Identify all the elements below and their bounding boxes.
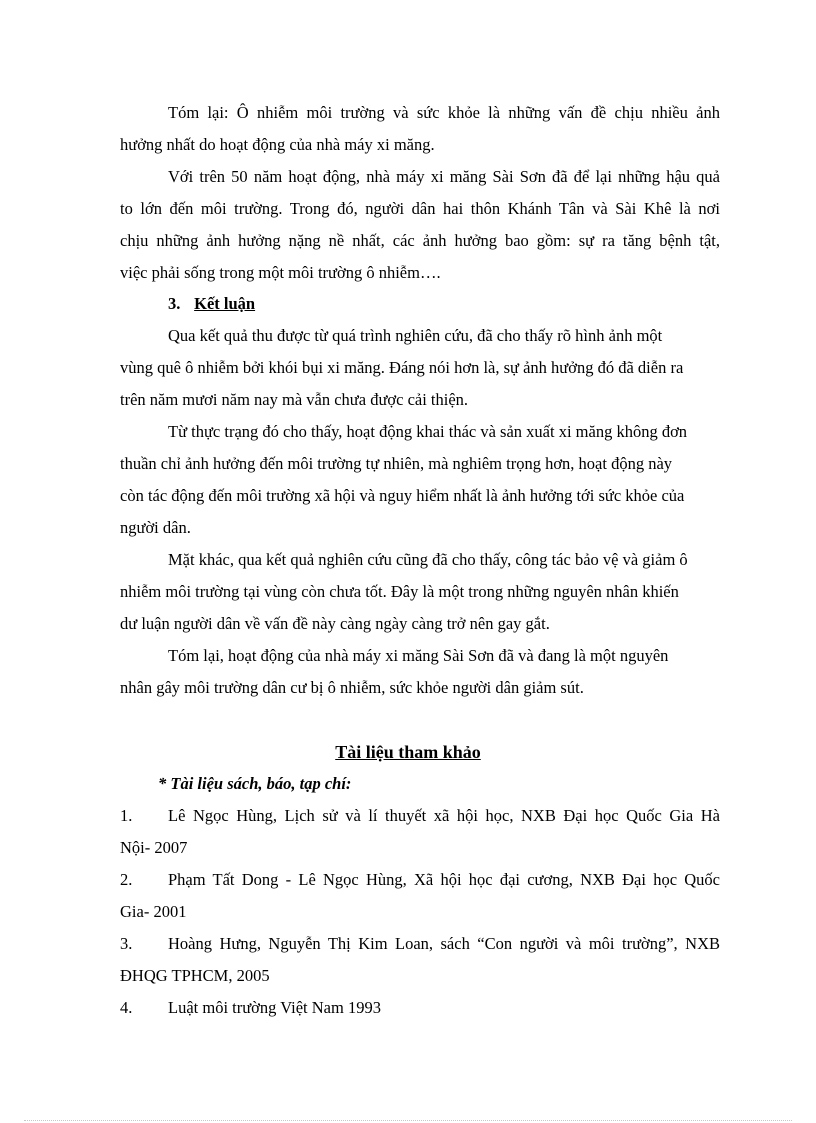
paragraph-protection-line-2: nhiễm môi trường tại vùng còn chưa tốt. Đây là một trong những nguyên nhân khiến (120, 582, 679, 601)
section-number: 3. (168, 294, 181, 313)
reference-number: 3. (120, 934, 133, 953)
paragraph-history-line-4: việc phải sống trong một môi trường ô nhiễm…. (120, 263, 441, 282)
section-heading (168, 293, 720, 315)
reference-number: 4. (120, 998, 133, 1017)
paragraph-history-line-3: chịu những ảnh hưởng nặng nề nhất, các ảnh hưởng bao gồm: sự ra tăng bệnh tật, (120, 231, 720, 250)
paragraph-summary-line-2: hưởng nhất do hoạt động của nhà máy xi măng. (120, 135, 435, 154)
paragraph-conclusion-line-2: vùng quê ô nhiễm bởi khói bụi xi măng. Đáng nói hơn là, sự ảnh hưởng đó đã diễn ra (120, 358, 684, 377)
references-title: Tài liệu tham khảo (335, 742, 481, 762)
paragraph-reality-line-1: Từ thực trạng đó cho thấy, hoạt động khai thác và sản xuất xi măng không đơn (168, 422, 688, 441)
paragraph-final-line-2: nhân gây môi trường dân cư bị ô nhiễm, sức khỏe người dân giảm sút. (120, 678, 584, 697)
reference-item-2-line-1: Phạm Tất Dong - Lê Ngọc Hùng, Xã hội học đại cương, NXB Đại học Quốc (168, 870, 720, 889)
paragraph-reality-line-2: thuần chỉ ảnh hưởng đến môi trường tự nhiên, mà nghiêm trọng hơn, hoạt động này (120, 454, 673, 473)
reference-item-3-line-1: Hoàng Hưng, Nguyễn Thị Kim Loan, sách “Con người và môi trường”, NXB (168, 934, 720, 953)
reference-item-1-line-2: Nội- 2007 (120, 838, 188, 857)
references-subheading: * Tài liệu sách, báo, tạp chí: (158, 774, 352, 793)
reference-number: 1. (120, 806, 133, 825)
reference-item-1-line-1: Lê Ngọc Hùng, Lịch sử và lí thuyết xã hội học, NXB Đại học Quốc Gia Hà (168, 806, 720, 825)
page-bottom-divider (24, 1120, 792, 1121)
paragraph-summary-line-1: Tóm lại: Ô nhiễm môi trường và sức khỏe là những vấn đề chịu nhiều ảnh (168, 103, 720, 122)
paragraph-conclusion-line-3: trên năm mươi năm nay mà vẫn chưa được cải thiện. (120, 390, 469, 409)
section-title: Kết luận (194, 294, 256, 313)
paragraph-reality-line-4: người dân. (120, 518, 191, 537)
paragraph-reality-line-3: còn tác động đến môi trường xã hội và nguy hiểm nhất là ảnh hưởng tới sức khỏe của (120, 486, 685, 505)
reference-item-2-line-2: Gia- 2001 (120, 902, 187, 921)
paragraph-history-line-2: to lớn đến môi trường. Trong đó, người dân hai thôn Khánh Tân và Sài Khê là nơi (120, 199, 720, 218)
paragraph-conclusion-line-1: Qua kết quả thu được từ quá trình nghiên cứu, đã cho thấy rõ hình ảnh một (168, 326, 663, 345)
reference-item-4-line-1: Luật môi trường Việt Nam 1993 (168, 998, 381, 1017)
paragraph-protection-line-3: dư luận người dân về vấn đề này càng ngày càng trở nên gay gắt. (120, 614, 550, 633)
paragraph-history-line-1: Với trên 50 năm hoạt động, nhà máy xi măng Sài Sơn đã để lại những hậu quả (168, 167, 720, 186)
paragraph-final-line-1: Tóm lại, hoạt động của nhà máy xi măng Sài Sơn đã và đang là một nguyên (168, 646, 669, 665)
paragraph-protection-line-1: Mặt khác, qua kết quả nghiên cứu cũng đã cho thấy, công tác bảo vệ và giảm ô (168, 550, 688, 569)
reference-item-3-line-2: ĐHQG TPHCM, 2005 (120, 966, 270, 985)
reference-number: 2. (120, 870, 133, 889)
